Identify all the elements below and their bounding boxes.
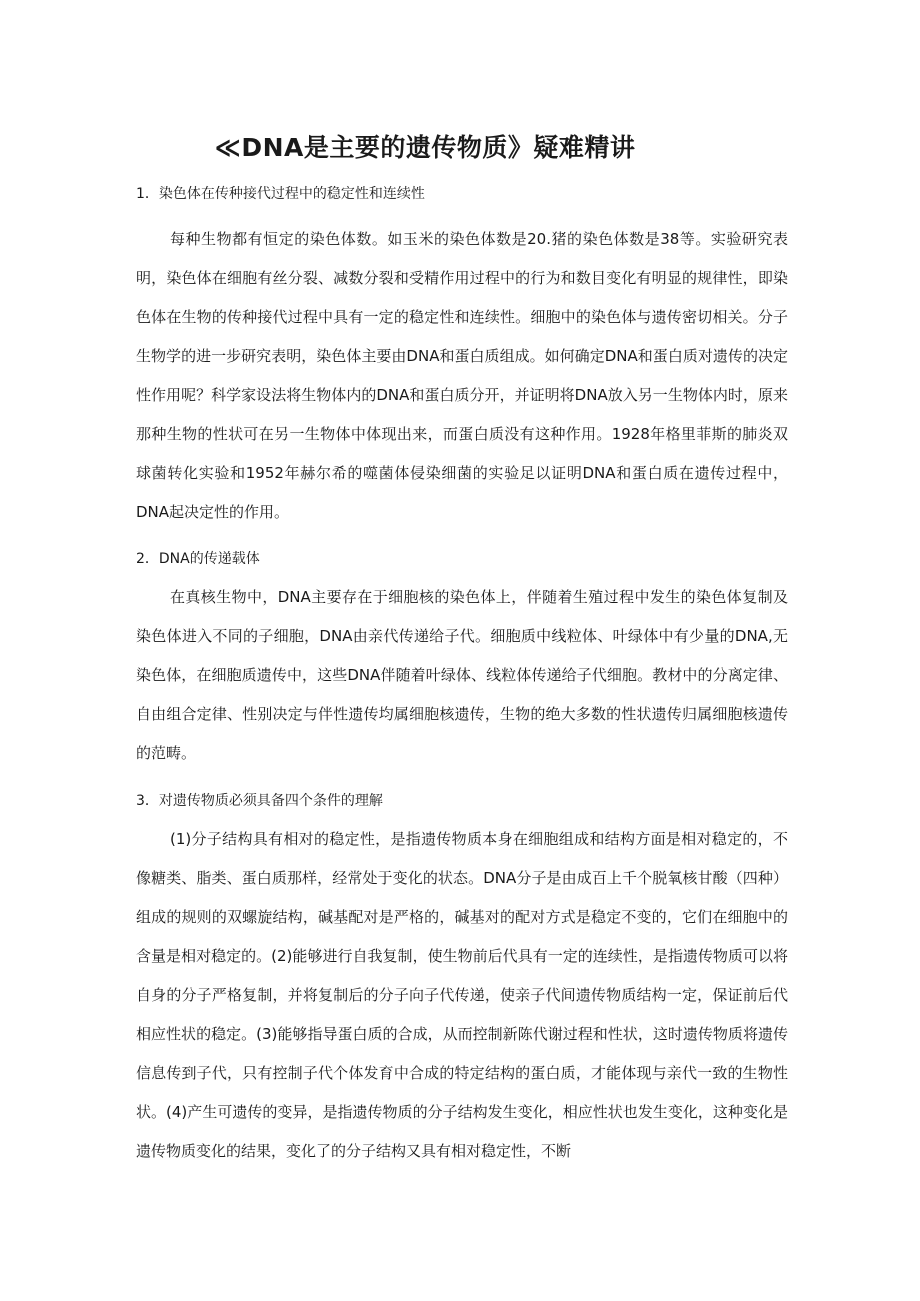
section-paragraph-1: 每种生物都有恒定的染色体数。如玉米的染色体数是20.猪的染色体数是38等。实验研究表明，染色体在细胞有丝分裂、减数分裂和受精作用过程中的行为和数目变化有明显的规律性，即染色体在生物的传种接代过程中具有一定的稳定性和连续性。细胞中的染色体与遗传密切相关。分子生物学的进一步研究表明，染色体主要由DNA和蛋白质组成。如何确定DNA和蛋白质对遗传的决定性作用呢？科学家设法将生物体内的DNA和蛋白质分开，并证明将DNA放入另一生物体内时，原来那种生物的性状可在另一生物体中体现出来，而蛋白质没有这种作用。1928年格里菲斯的肺炎双球菌转化实验和1952年赫尔希的噬菌体侵染细菌的实验足以证明DNA和蛋白质在遗传过程中，DNA起决定性的作用。: [136, 230, 788, 521]
section-heading-2: 2．DNA的传递载体: [136, 551, 260, 567]
section-heading-1: 1．染色体在传种接代过程中的稳定性和连续性: [136, 186, 425, 202]
page-title: ≪DNA是主要的遗传物质》疑难精讲: [214, 133, 636, 162]
section-paragraph-3: (1)分子结构具有相对的稳定性，是指遗传物质本身在细胞组成和结构方面是相对稳定的，不像糖类、脂类、蛋白质那样，经常处于变化的状态。DNA分子是由成百上千个脱氧核甘酸（四种）组成的规则的双螺旋结构，碱基配对是严格的，碱基对的配对方式是稳定不变的，它们在细胞中的含量是相对稳定的。(2)能够进行自我复制，使生物前后代具有一定的连续性，是指遗传物质可以将自身的分子严格复制，并将复制后的分子向子代传递，使亲子代间遗传物质结构一定，保证前后代相应性状的稳定。(3)能够指导蛋白质的合成，从而控制新陈代谢过程和性状，这时遗传物质将遗传信息传到子代，只有控制子代个体发育中合成的特定结构的蛋白质，才能体现与亲代一致的生物性状。(4)产生可遗传的变异，是指遗传物质的分子结构发生变化，相应性状也发生变化，这种变化是遗传物质变化的结果，变化了的分子结构又具有相对稳定性，不断: [136, 830, 788, 1160]
section-paragraph-2: 在真核生物中，DNA主要存在于细胞核的染色体上，伴随着生殖过程中发生的染色体复制及染色体进入不同的子细胞，DNA由亲代传递给子代。细胞质中线粒体、叶绿体中有少量的DNA,无染色体，在细胞质遗传中，这些DNA伴随着叶绿体、线粒体传递给子代细胞。教材中的分离定律、自由组合定律、性别决定与伴性遗传均属细胞核遗传，生物的绝大多数的性状遗传归属细胞核遗传的范畴。: [136, 588, 788, 762]
section-heading-3: 3．对遗传物质必须具备四个条件的理解: [136, 793, 383, 809]
